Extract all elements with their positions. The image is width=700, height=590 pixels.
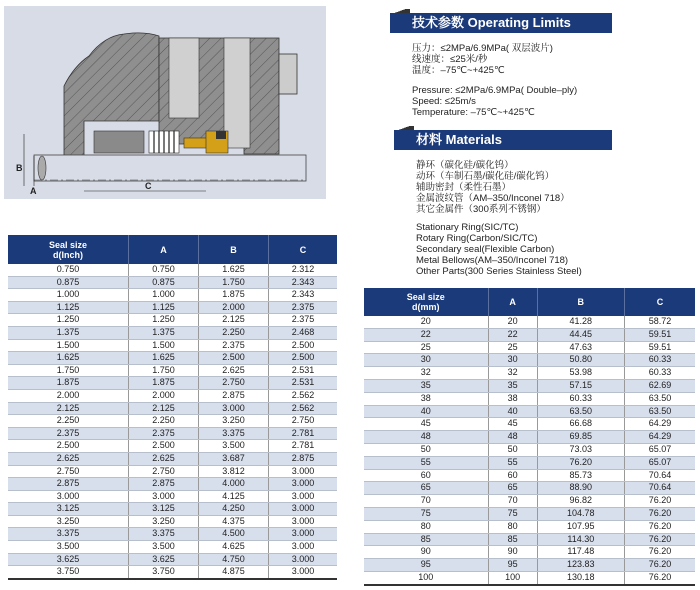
table-cell: 1.875 bbox=[199, 289, 269, 302]
table-cell: 2.875 bbox=[199, 389, 269, 402]
table-row bbox=[8, 352, 337, 365]
table-row bbox=[8, 528, 337, 541]
table-cell: 65.07 bbox=[624, 456, 695, 469]
table-cell: 3.000 bbox=[268, 478, 337, 491]
column-header: C bbox=[624, 288, 695, 316]
table-cell: 0.875 bbox=[8, 276, 129, 289]
table-cell: 2.562 bbox=[268, 389, 337, 402]
table-cell: 4.125 bbox=[199, 490, 269, 503]
table-cell: 76.20 bbox=[624, 507, 695, 520]
column-header: A bbox=[129, 235, 199, 264]
table-cell: 1.375 bbox=[8, 326, 129, 339]
material-line: Stationary Ring(SIC/TC) bbox=[416, 222, 519, 233]
table-cell: 85.73 bbox=[537, 469, 624, 482]
table-cell: 60 bbox=[364, 469, 488, 482]
table-cell: 95 bbox=[488, 559, 537, 572]
table-cell: 48 bbox=[488, 431, 537, 444]
table-cell: 88.90 bbox=[537, 482, 624, 495]
table-cell: 76.20 bbox=[624, 520, 695, 533]
table-cell: 70 bbox=[488, 495, 537, 508]
table-cell: 3.250 bbox=[129, 515, 199, 528]
table-cell: 30 bbox=[488, 354, 537, 367]
column-header: Seal size d(Inch) bbox=[8, 235, 129, 264]
table-cell: 2.500 bbox=[8, 440, 129, 453]
table-cell: 3.000 bbox=[199, 402, 269, 415]
table-cell: 45 bbox=[488, 418, 537, 431]
table-cell: 2.781 bbox=[268, 427, 337, 440]
table-cell: 2.000 bbox=[129, 389, 199, 402]
table-cell: 76.20 bbox=[624, 533, 695, 546]
table-cell: 3.000 bbox=[129, 490, 199, 503]
table-cell: 3.000 bbox=[268, 541, 337, 554]
table-cell: 2.875 bbox=[129, 478, 199, 491]
table-cell: 60.33 bbox=[624, 367, 695, 380]
table-cell: 3.500 bbox=[199, 440, 269, 453]
table-row bbox=[364, 431, 695, 444]
table-row bbox=[364, 367, 695, 380]
table-cell: 4.875 bbox=[199, 566, 269, 579]
table-cell: 22 bbox=[488, 328, 537, 341]
table-cell: 69.85 bbox=[537, 431, 624, 444]
material-line: 金属波纹管（AM–350/Inconel 718） bbox=[416, 193, 570, 204]
table-cell: 0.750 bbox=[129, 264, 199, 276]
table-row bbox=[364, 469, 695, 482]
table-cell: 4.750 bbox=[199, 553, 269, 566]
table-cell: 2.531 bbox=[268, 364, 337, 377]
table-row bbox=[8, 452, 337, 465]
table-cell: 1.625 bbox=[8, 352, 129, 365]
table-cell: 38 bbox=[488, 392, 537, 405]
table-cell: 76.20 bbox=[624, 559, 695, 572]
table-cell: 55 bbox=[364, 456, 488, 469]
table-cell: 2.343 bbox=[268, 289, 337, 302]
table-cell: 1.625 bbox=[199, 264, 269, 276]
table-cell: 65 bbox=[364, 482, 488, 495]
table-cell: 45 bbox=[364, 418, 488, 431]
table-cell: 95 bbox=[364, 559, 488, 572]
table-cell: 76.20 bbox=[537, 456, 624, 469]
table-cell: 40 bbox=[488, 405, 537, 418]
operating-limits-header: 技术参数 Operating Limits bbox=[390, 13, 612, 33]
table-cell: 50.80 bbox=[537, 354, 624, 367]
table-row bbox=[364, 456, 695, 469]
table-cell: 1.000 bbox=[8, 289, 129, 302]
table-cell: 3.812 bbox=[199, 465, 269, 478]
table-cell: 50 bbox=[488, 443, 537, 456]
table-row bbox=[8, 415, 337, 428]
table-cell: 3.625 bbox=[8, 553, 129, 566]
table-row bbox=[8, 276, 337, 289]
table-cell: 1.625 bbox=[129, 352, 199, 365]
table-cell: 0.750 bbox=[8, 264, 129, 276]
table-cell: 4.000 bbox=[199, 478, 269, 491]
operating-limits-en bbox=[412, 85, 577, 118]
table-cell: 25 bbox=[488, 341, 537, 354]
table-row bbox=[364, 482, 695, 495]
seal-cross-section-diagram bbox=[4, 6, 326, 199]
table-cell: 90 bbox=[364, 546, 488, 559]
table-cell: 0.875 bbox=[129, 276, 199, 289]
column-header: B bbox=[537, 288, 624, 316]
table-row bbox=[364, 341, 695, 354]
table-row bbox=[8, 440, 337, 453]
table-row bbox=[364, 405, 695, 418]
material-line: 动环（车制石墨/碳化硅/碳化钨） bbox=[416, 171, 555, 182]
operating-limits-cn bbox=[412, 43, 553, 76]
table-cell: 1.750 bbox=[8, 364, 129, 377]
material-line: Secondary seal(Flexible Carbon) bbox=[416, 244, 555, 255]
table-cell: 2.500 bbox=[268, 339, 337, 352]
table-row bbox=[8, 289, 337, 302]
table-cell: 2.750 bbox=[199, 377, 269, 390]
table-cell: 3.000 bbox=[268, 465, 337, 478]
table-cell: 3.625 bbox=[129, 553, 199, 566]
table-row bbox=[364, 507, 695, 520]
table-cell: 104.78 bbox=[537, 507, 624, 520]
material-line: Metal Bellows(AM–350/Inconel 718) bbox=[416, 255, 569, 266]
table-cell: 3.687 bbox=[199, 452, 269, 465]
table-cell: 3.000 bbox=[268, 490, 337, 503]
table-cell: 114.30 bbox=[537, 533, 624, 546]
table-cell: 3.250 bbox=[8, 515, 129, 528]
table-cell: 63.50 bbox=[624, 405, 695, 418]
dimension-label-b: B bbox=[16, 163, 23, 173]
table-cell: 70.64 bbox=[624, 482, 695, 495]
table-cell: 75 bbox=[488, 507, 537, 520]
table-cell: 48 bbox=[364, 431, 488, 444]
table-cell: 25 bbox=[364, 341, 488, 354]
table-cell: 100 bbox=[488, 571, 537, 584]
dimension-label-a: A bbox=[30, 186, 37, 196]
table-cell: 50 bbox=[364, 443, 488, 456]
table-cell: 57.15 bbox=[537, 379, 624, 392]
table-cell: 30 bbox=[364, 354, 488, 367]
material-line: 其它金属件（300系列不锈钢） bbox=[416, 204, 546, 215]
column-header: Seal size d(mm) bbox=[364, 288, 488, 316]
table-cell: 2.000 bbox=[8, 389, 129, 402]
table-cell: 75 bbox=[364, 507, 488, 520]
table-row bbox=[8, 553, 337, 566]
table-row bbox=[364, 354, 695, 367]
table-cell: 2.312 bbox=[268, 264, 337, 276]
table-cell: 1.000 bbox=[129, 289, 199, 302]
table-cell: 70 bbox=[364, 495, 488, 508]
mm-size-table bbox=[364, 288, 695, 586]
table-row bbox=[8, 427, 337, 440]
limit-line: 压力：≤2MPa/6.9MPa( 双层波片) bbox=[412, 43, 553, 54]
table-row bbox=[8, 465, 337, 478]
table-cell: 3.000 bbox=[268, 503, 337, 516]
table-row bbox=[8, 377, 337, 390]
table-cell: 3.375 bbox=[8, 528, 129, 541]
table-cell: 1.250 bbox=[129, 314, 199, 327]
table-cell: 2.625 bbox=[199, 364, 269, 377]
table-cell: 2.125 bbox=[8, 402, 129, 415]
table-cell: 2.750 bbox=[268, 415, 337, 428]
table-cell: 3.500 bbox=[129, 541, 199, 554]
table-cell: 2.562 bbox=[268, 402, 337, 415]
table-row bbox=[8, 503, 337, 516]
table-cell: 59.51 bbox=[624, 328, 695, 341]
table-cell: 2.781 bbox=[268, 440, 337, 453]
table-cell: 2.375 bbox=[199, 339, 269, 352]
inch-size-table bbox=[8, 235, 337, 580]
table-cell: 1.750 bbox=[199, 276, 269, 289]
table-cell: 47.63 bbox=[537, 341, 624, 354]
material-line: Other Parts(300 Series Stainless Steel) bbox=[416, 266, 582, 277]
table-cell: 2.468 bbox=[268, 326, 337, 339]
table-row bbox=[8, 490, 337, 503]
limit-line: Pressure: ≤2MPa/6.9MPa( Double–ply) bbox=[412, 85, 578, 96]
table-cell: 63.50 bbox=[624, 392, 695, 405]
material-line: 辅助密封（柔性石墨） bbox=[416, 182, 512, 193]
table-cell: 2.375 bbox=[129, 427, 199, 440]
table-row bbox=[8, 566, 337, 579]
material-line: 静环（碳化硅/碳化钨） bbox=[416, 160, 514, 171]
table-cell: 80 bbox=[488, 520, 537, 533]
table-cell: 2.375 bbox=[8, 427, 129, 440]
table-cell: 1.875 bbox=[129, 377, 199, 390]
table-row bbox=[364, 559, 695, 572]
table-cell: 4.375 bbox=[199, 515, 269, 528]
table-cell: 76.20 bbox=[624, 546, 695, 559]
table-cell: 85 bbox=[364, 533, 488, 546]
table-cell: 1.125 bbox=[129, 301, 199, 314]
table-cell: 107.95 bbox=[537, 520, 624, 533]
table-cell: 44.45 bbox=[537, 328, 624, 341]
table-row bbox=[8, 541, 337, 554]
limit-line: Speed: ≤25m/s bbox=[412, 96, 476, 107]
table-cell: 55 bbox=[488, 456, 537, 469]
table-cell: 4.500 bbox=[199, 528, 269, 541]
table-row bbox=[364, 443, 695, 456]
table-cell: 2.125 bbox=[129, 402, 199, 415]
table-cell: 2.625 bbox=[129, 452, 199, 465]
table-cell: 85 bbox=[488, 533, 537, 546]
table-cell: 63.50 bbox=[537, 405, 624, 418]
table-cell: 96.82 bbox=[537, 495, 624, 508]
table-cell: 53.98 bbox=[537, 367, 624, 380]
table-cell: 22 bbox=[364, 328, 488, 341]
table-cell: 60.33 bbox=[624, 354, 695, 367]
table-cell: 2.125 bbox=[199, 314, 269, 327]
table-cell: 1.500 bbox=[8, 339, 129, 352]
table-cell: 3.250 bbox=[199, 415, 269, 428]
column-header: B bbox=[199, 235, 269, 264]
table-header-row bbox=[8, 235, 337, 264]
table-cell: 2.500 bbox=[199, 352, 269, 365]
table-cell: 3.375 bbox=[129, 528, 199, 541]
table-cell: 1.500 bbox=[129, 339, 199, 352]
table-row bbox=[364, 520, 695, 533]
material-line: Rotary Ring(Carbon/SIC/TC) bbox=[416, 233, 538, 244]
table-cell: 35 bbox=[488, 379, 537, 392]
table-row bbox=[364, 418, 695, 431]
table-cell: 123.83 bbox=[537, 559, 624, 572]
table-cell: 2.500 bbox=[129, 440, 199, 453]
table-cell: 64.29 bbox=[624, 418, 695, 431]
table-cell: 130.18 bbox=[537, 571, 624, 584]
table-cell: 3.000 bbox=[268, 566, 337, 579]
table-cell: 3.000 bbox=[268, 553, 337, 566]
table-row bbox=[364, 533, 695, 546]
table-row bbox=[364, 316, 695, 328]
table-cell: 4.250 bbox=[199, 503, 269, 516]
table-row bbox=[8, 389, 337, 402]
table-cell: 2.750 bbox=[8, 465, 129, 478]
table-cell: 20 bbox=[364, 316, 488, 328]
table-row bbox=[8, 478, 337, 491]
table-cell: 2.875 bbox=[8, 478, 129, 491]
table-cell: 76.20 bbox=[624, 495, 695, 508]
table-cell: 3.500 bbox=[8, 541, 129, 554]
materials-cn bbox=[416, 160, 570, 215]
table-cell: 4.625 bbox=[199, 541, 269, 554]
table-cell: 3.125 bbox=[8, 503, 129, 516]
table-cell: 40 bbox=[364, 405, 488, 418]
table-cell: 3.750 bbox=[129, 566, 199, 579]
table-row bbox=[8, 301, 337, 314]
table-cell: 100 bbox=[364, 571, 488, 584]
table-cell: 80 bbox=[364, 520, 488, 533]
table-cell: 1.375 bbox=[129, 326, 199, 339]
table-cell: 35 bbox=[364, 379, 488, 392]
table-cell: 3.000 bbox=[268, 528, 337, 541]
table-cell: 2.250 bbox=[8, 415, 129, 428]
table-cell: 1.875 bbox=[8, 377, 129, 390]
table-cell: 59.51 bbox=[624, 341, 695, 354]
table-cell: 2.343 bbox=[268, 276, 337, 289]
table-row bbox=[364, 392, 695, 405]
limit-line: 温度：–75℃~+425℃ bbox=[412, 65, 505, 76]
table-cell: 2.750 bbox=[129, 465, 199, 478]
table-row bbox=[8, 339, 337, 352]
table-cell: 64.29 bbox=[624, 431, 695, 444]
table-row bbox=[8, 402, 337, 415]
table-cell: 73.03 bbox=[537, 443, 624, 456]
table-cell: 2.250 bbox=[199, 326, 269, 339]
column-header: A bbox=[488, 288, 537, 316]
column-header: C bbox=[268, 235, 337, 264]
table-cell: 60.33 bbox=[537, 392, 624, 405]
table-cell: 60 bbox=[488, 469, 537, 482]
table-cell: 1.750 bbox=[129, 364, 199, 377]
table-cell: 38 bbox=[364, 392, 488, 405]
table-cell: 2.375 bbox=[268, 301, 337, 314]
table-cell: 20 bbox=[488, 316, 537, 328]
table-cell: 2.531 bbox=[268, 377, 337, 390]
table-cell: 90 bbox=[488, 546, 537, 559]
table-row bbox=[364, 571, 695, 584]
materials-header: 材料 Materials bbox=[394, 130, 612, 150]
table-cell: 1.125 bbox=[8, 301, 129, 314]
table-cell: 1.250 bbox=[8, 314, 129, 327]
table-row bbox=[364, 495, 695, 508]
table-cell: 3.000 bbox=[268, 515, 337, 528]
table-cell: 65 bbox=[488, 482, 537, 495]
table-cell: 2.625 bbox=[8, 452, 129, 465]
table-header-row bbox=[364, 288, 695, 316]
table-cell: 70.64 bbox=[624, 469, 695, 482]
table-cell: 32 bbox=[364, 367, 488, 380]
table-cell: 58.72 bbox=[624, 316, 695, 328]
table-cell: 3.125 bbox=[129, 503, 199, 516]
table-row bbox=[8, 515, 337, 528]
table-cell: 2.500 bbox=[268, 352, 337, 365]
table-cell: 41.28 bbox=[537, 316, 624, 328]
table-cell: 2.875 bbox=[268, 452, 337, 465]
dimension-label-c: C bbox=[145, 181, 152, 191]
table-cell: 3.000 bbox=[8, 490, 129, 503]
limit-line: Temperature: –75℃~+425℃ bbox=[412, 107, 535, 118]
table-cell: 2.375 bbox=[268, 314, 337, 327]
table-cell: 32 bbox=[488, 367, 537, 380]
table-cell: 76.20 bbox=[624, 571, 695, 584]
table-row bbox=[8, 264, 337, 276]
table-row bbox=[8, 364, 337, 377]
table-cell: 2.250 bbox=[129, 415, 199, 428]
table-row bbox=[364, 328, 695, 341]
table-cell: 3.375 bbox=[199, 427, 269, 440]
table-row bbox=[364, 546, 695, 559]
table-cell: 66.68 bbox=[537, 418, 624, 431]
table-cell: 3.750 bbox=[8, 566, 129, 579]
table-cell: 2.000 bbox=[199, 301, 269, 314]
materials-en bbox=[416, 222, 582, 277]
table-cell: 62.69 bbox=[624, 379, 695, 392]
table-row bbox=[8, 314, 337, 327]
table-cell: 117.48 bbox=[537, 546, 624, 559]
limit-line: 线速度：≤25米/秒 bbox=[412, 54, 488, 65]
table-cell: 65.07 bbox=[624, 443, 695, 456]
table-row bbox=[364, 379, 695, 392]
table-row bbox=[8, 326, 337, 339]
